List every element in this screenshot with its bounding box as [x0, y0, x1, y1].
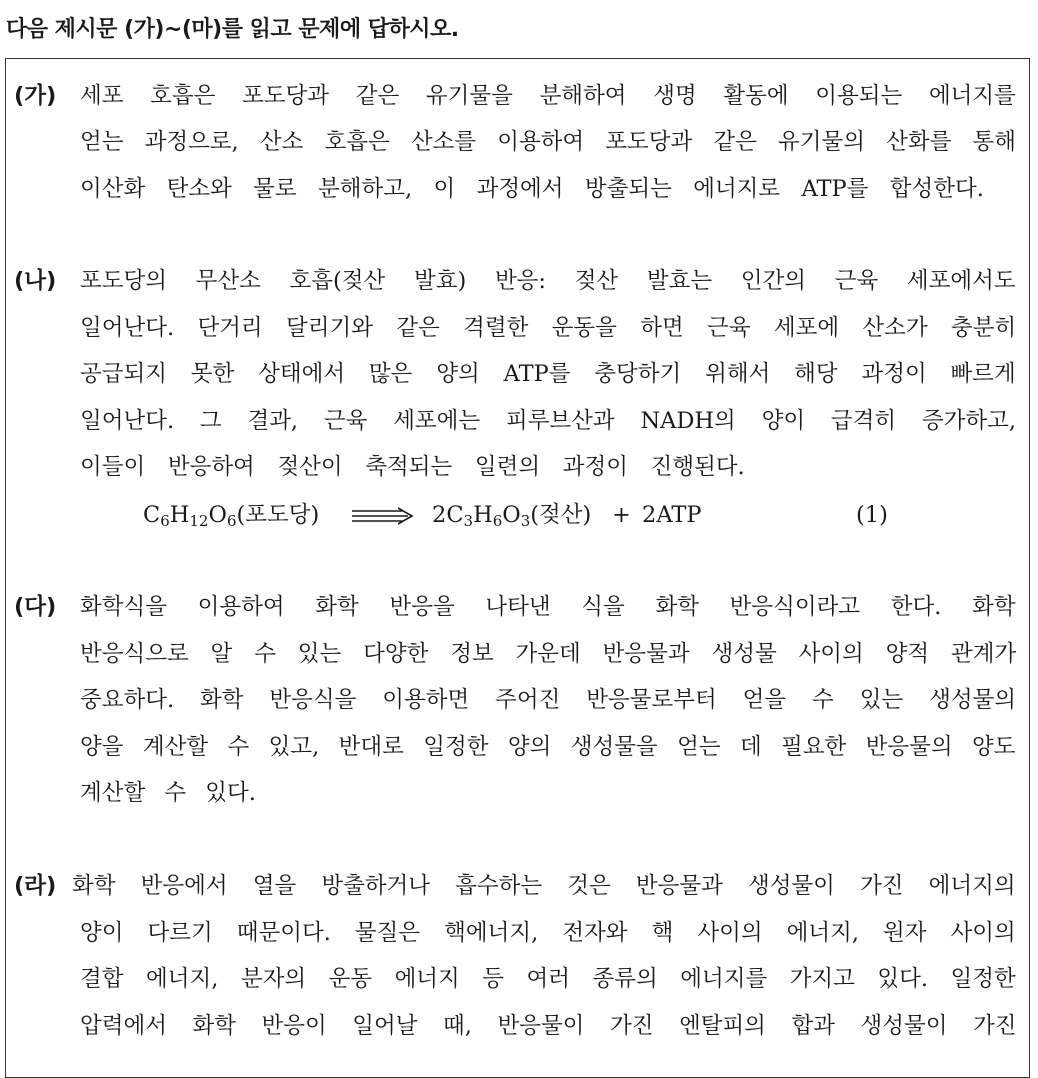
section-ra-line: 결합 에너지, 분자의 운동 에너지 등 여러 종류의 에너지를 가지고 있다. 일정한 [80, 966, 1016, 992]
section-na-line: 포도당의 무산소 호흡(젖산 발효) 반응: 젖산 발효는 인간의 근육 세포에서도 [80, 268, 1016, 294]
section-da-line: 반응식으로 알 수 있는 다양한 정보 가운데 반응물과 생성물 사이의 양적 관계가 [80, 641, 1017, 667]
section-na-line: 이들이 반응하여 젖산이 축적되는 일련의 과정이 진행된다. [80, 454, 745, 480]
section-da-line: 계산할 수 있다. [80, 780, 256, 806]
section-da-line: 양을 계산할 수 있고, 반대로 일정한 양의 생성물을 얻는 데 필요한 반응물의 양도 [80, 734, 1016, 760]
equation-reactant: $C_6H_{12}O_6$(포도당) [143, 502, 320, 530]
equation-atp: 2ATP [642, 502, 702, 528]
section-ra-line: 압력에서 화학 반응이 일어날 때, 반응물이 가진 엔탈피의 합과 생성물이 가진 [80, 1013, 1017, 1039]
section-da-line: 중요하다. 화학 반응식을 이용하면 주어진 반응물로부터 얻을 수 있는 생성물의 [80, 687, 1017, 713]
section-na-line: 일어난다. 단거리 달리기와 같은 격렬한 운동을 하면 근육 세포에 산소가 충분히 [80, 315, 1017, 341]
section-label-da: (다) [14, 594, 57, 620]
section-ra-line: 양이 다르기 때문이다. 물질은 핵에너지, 전자와 핵 사이의 에너지, 원자 사이의 [80, 920, 1016, 946]
section-label-ra: (라) [14, 873, 57, 899]
section-label-ga: (가) [14, 83, 57, 109]
equation-number: (1) [856, 502, 888, 528]
section-da-line: 화학식을 이용하여 화학 반응을 나타낸 식을 화학 반응식이라고 한다. 화학 [80, 594, 1016, 620]
reaction-arrow-icon [352, 505, 414, 525]
section-label-na: (나) [14, 268, 57, 294]
instruction-heading: 다음 제시문 (가)~(마)를 읽고 문제에 답하시오. [6, 17, 459, 42]
section-na-line: 일어난다. 그 결과, 근육 세포에는 피루브산과 NADH의 양이 급격히 증가하고, [80, 408, 1017, 434]
section-ga-line: 이산화 탄소와 물로 분해하고, 이 과정에서 방출되는 에너지로 ATP를 합성한다. [80, 176, 984, 202]
section-ga-line: 얻는 과정으로, 산소 호흡은 산소를 이용하여 포도당과 같은 유기물의 산화를 통해 [80, 129, 1016, 155]
equation-plus: + [612, 502, 631, 528]
section-ra-line: 화학 반응에서 열을 방출하거나 흡수하는 것은 반응물과 생성물이 가진 에너지의 [72, 873, 1016, 899]
section-na-line: 공급되지 못한 상태에서 많은 양의 ATP를 충당하기 위해서 해당 과정이 빠르게 [80, 361, 1016, 387]
section-ga-line: 세포 호흡은 포도당과 같은 유기물을 분해하여 생명 활동에 이용되는 에너지를 [80, 83, 1016, 109]
equation-product: $2C_3H_6O_3$(젖산) [432, 502, 592, 530]
